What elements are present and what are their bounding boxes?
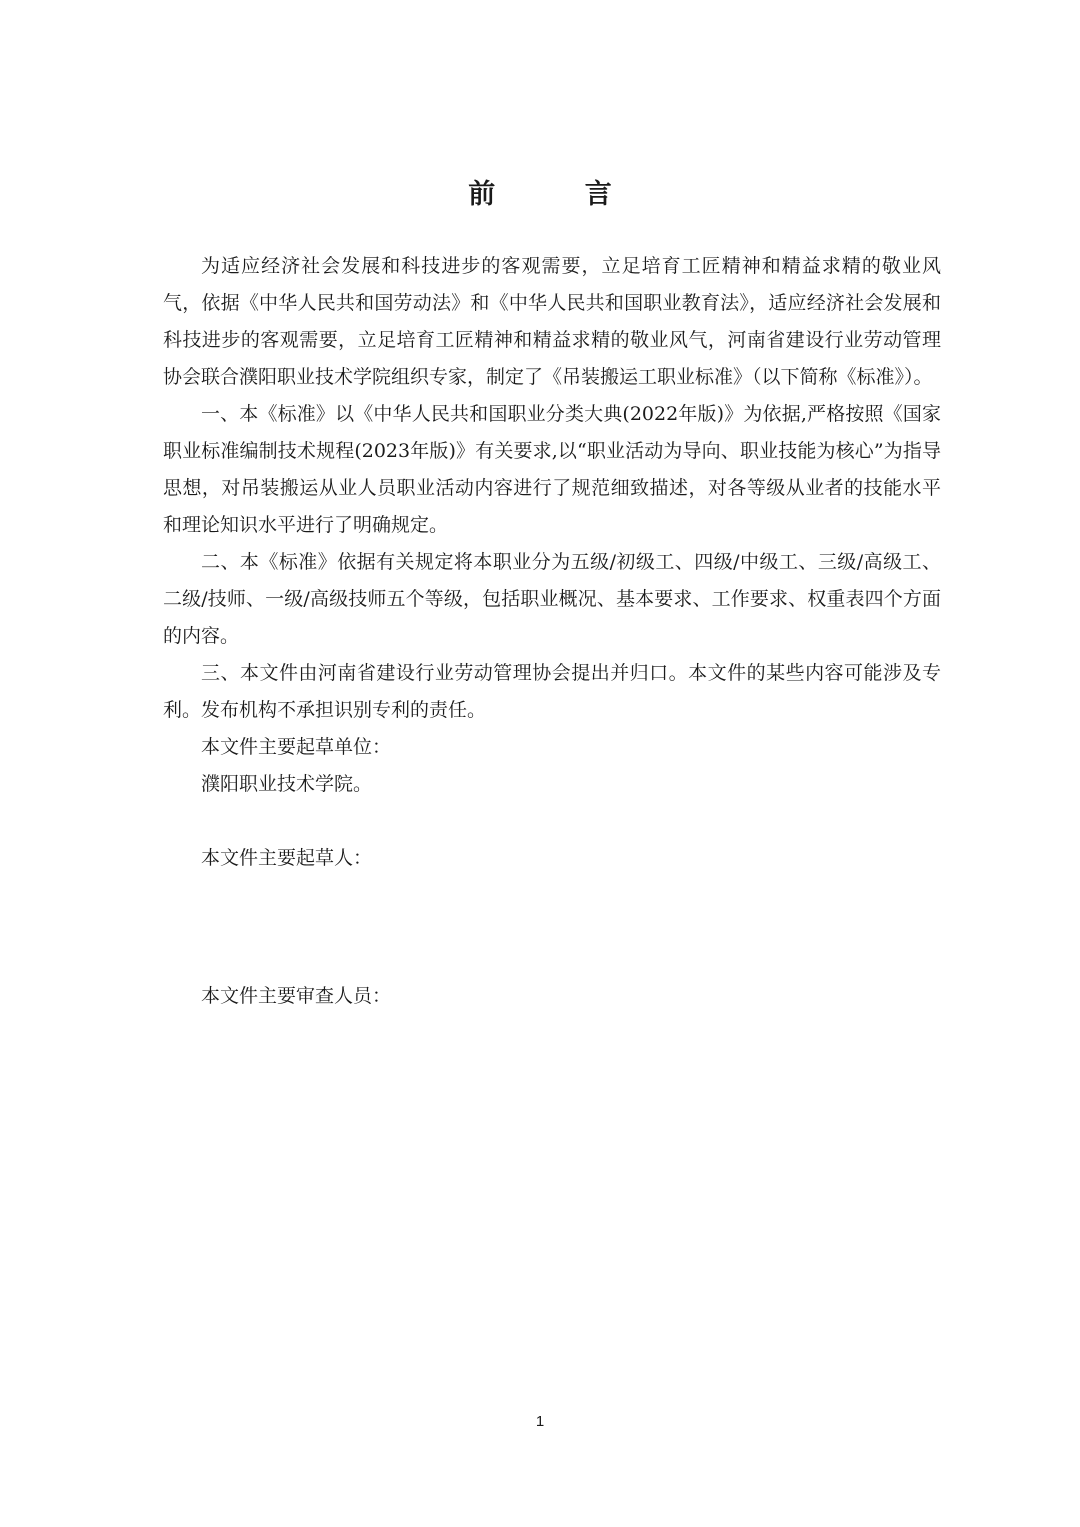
- drafting-unit-label: 本文件主要起草单位：: [201, 736, 392, 758]
- intro-paragraph: 为适应经济社会发展和科技进步的客观需要，立足培育工匠精神和精益求精的敬业风气，依据《中华人民共和国劳动法》和《中华人民共和国职业教育法》，适应经济社会发展和科技进步的客观需要，立足培育工匠精神和精益求精的敬业风气，河南省建设行业劳动管理协会联合濮阳职业技术学院组织专家，制定了《吊装搬运工职业标准》（以下简称《标准》）。: [163, 255, 941, 388]
- spacer: [163, 803, 941, 840]
- clause-two-paragraph: 二、本《标准》依据有关规定将本职业分为五级/初级工、四级/中级工、三级/高级工、二级/技师、一级/高级技师五个等级，包括职业概况、基本要求、工作要求、权重表四个方面的内容。: [163, 551, 941, 647]
- spacer: [163, 877, 941, 941]
- clause-one-paragraph: 一、本《标准》以《中华人民共和国职业分类大典(2022年版)》为依据,严格按照《国家职业标准编制技术规程(2023年版)》有关要求,以“职业活动为导向、职业技能为核心”为指导思想，对吊装搬运从业人员职业活动内容进行了规范细致描述，对各等级从业者的技能水平和理论知识水平进行了明确规定。: [163, 403, 941, 536]
- drafting-unit-value: 濮阳职业技术学院。: [201, 773, 373, 795]
- document-body: [163, 248, 941, 1015]
- page-number: 1: [535, 1413, 545, 1430]
- spacer: [163, 941, 941, 978]
- reviewers-label: 本文件主要审查人员：: [201, 985, 392, 1007]
- page-title: 前 言: [468, 179, 652, 210]
- clause-three-paragraph: 三、本文件由河南省建设行业劳动管理协会提出并归口。本文件的某些内容可能涉及专利。发布机构不承担识别专利的责任。: [163, 662, 941, 721]
- drafters-label: 本文件主要起草人：: [201, 847, 373, 869]
